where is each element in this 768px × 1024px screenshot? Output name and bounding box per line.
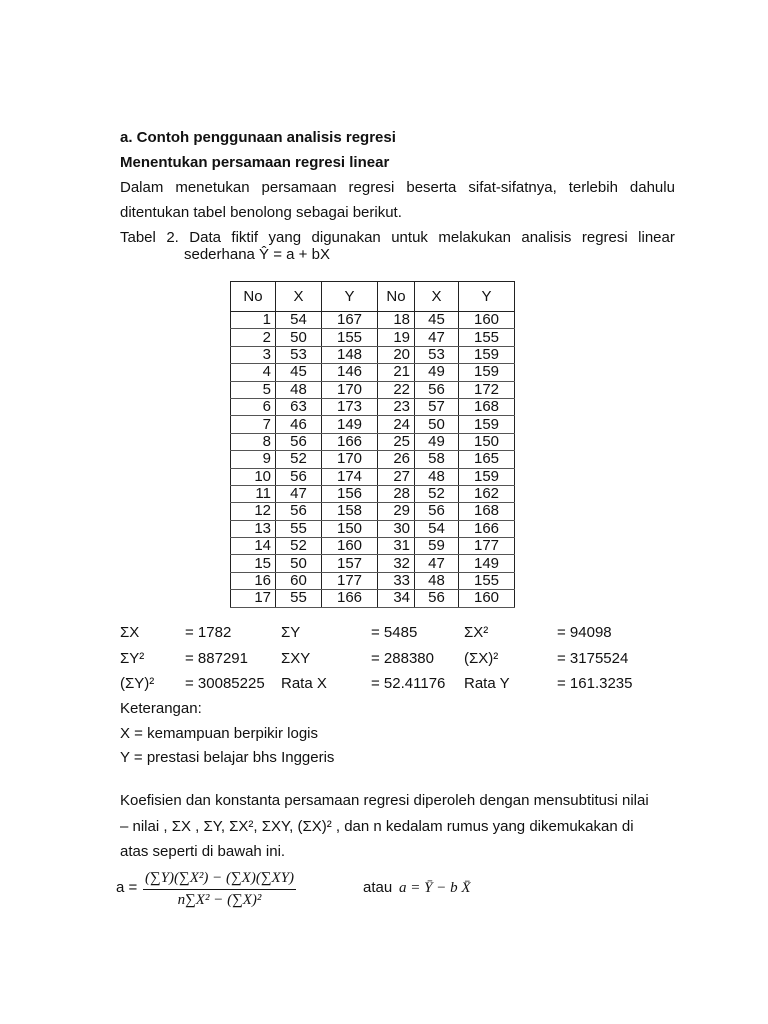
cell-value: 50 xyxy=(276,555,322,572)
word: digunakan xyxy=(311,229,381,246)
table-row xyxy=(231,433,515,450)
formula-numerator: (∑Y)(∑X²) − (∑X)(∑XY) xyxy=(143,870,296,890)
cell-value: 170 xyxy=(322,381,378,398)
column-header: X xyxy=(415,282,459,312)
cell-value: 160 xyxy=(322,538,378,555)
table-row xyxy=(231,364,515,381)
cell-value: 150 xyxy=(322,520,378,537)
stat-value: = 94098 xyxy=(557,624,612,641)
formula-fraction xyxy=(143,870,296,909)
table-row xyxy=(231,468,515,485)
row-number: 27 xyxy=(378,468,415,485)
row-number: 20 xyxy=(378,346,415,363)
stat-label: ΣY² xyxy=(120,650,145,667)
cell-value: 53 xyxy=(415,346,459,363)
cell-value: 55 xyxy=(276,520,322,537)
row-number: 10 xyxy=(231,468,276,485)
cell-value: 47 xyxy=(276,485,322,502)
cell-value: 156 xyxy=(322,485,378,502)
row-number: 17 xyxy=(231,590,276,607)
row-number: 34 xyxy=(378,590,415,607)
formula-denominator: n∑X² − (∑X)² xyxy=(177,892,262,908)
keterangan-label: Keterangan: xyxy=(120,700,202,717)
table-row xyxy=(231,312,515,329)
cell-value: 47 xyxy=(415,555,459,572)
cell-value: 166 xyxy=(459,520,515,537)
cell-value: 159 xyxy=(459,416,515,433)
stat-value: = 30085225 xyxy=(185,675,265,692)
cell-value: 158 xyxy=(322,503,378,520)
cell-value: 160 xyxy=(459,590,515,607)
cell-value: 56 xyxy=(276,503,322,520)
row-number: 1 xyxy=(231,312,276,329)
word: regresi xyxy=(581,229,628,246)
row-number: 31 xyxy=(378,538,415,555)
stat-label: Rata X xyxy=(281,675,327,692)
data-table xyxy=(230,281,515,608)
cell-value: 60 xyxy=(276,572,322,589)
table-row xyxy=(231,572,515,589)
row-number: 3 xyxy=(231,346,276,363)
stat-value: = 887291 xyxy=(185,650,248,667)
stat-label: (ΣY)² xyxy=(120,675,155,692)
row-number: 13 xyxy=(231,520,276,537)
cell-value: 46 xyxy=(276,416,322,433)
cell-value: 159 xyxy=(459,468,515,485)
paragraph-1-line-1 xyxy=(120,179,675,197)
word: untuk xyxy=(391,229,428,246)
row-number: 4 xyxy=(231,364,276,381)
cell-value: 160 xyxy=(459,312,515,329)
word: yang xyxy=(268,229,302,246)
table-row xyxy=(231,381,515,398)
row-number: 16 xyxy=(231,572,276,589)
cell-value: 52 xyxy=(415,485,459,502)
cell-value: 48 xyxy=(415,468,459,485)
cell-value: 52 xyxy=(276,538,322,555)
row-number: 22 xyxy=(378,381,415,398)
row-number: 15 xyxy=(231,555,276,572)
column-header: Y xyxy=(322,282,378,312)
cell-value: 170 xyxy=(322,451,378,468)
word: Tabel xyxy=(120,229,156,246)
keterangan-x: X = kemampuan berpikir logis xyxy=(120,725,319,742)
word: Dalam xyxy=(120,179,164,196)
cell-value: 159 xyxy=(459,364,515,381)
row-number: 6 xyxy=(231,398,276,415)
paragraph-2-line-1: Koefisien dan konstanta persamaan regresi diperoleh dengan mensubtitusi nilai xyxy=(120,792,649,809)
column-header: No xyxy=(231,282,276,312)
cell-value: 177 xyxy=(459,538,515,555)
stat-value: = 161.3235 xyxy=(557,675,633,692)
word: analisis xyxy=(521,229,572,246)
column-header: Y xyxy=(459,282,515,312)
row-number: 21 xyxy=(378,364,415,381)
stat-value: = 1782 xyxy=(185,624,232,641)
cell-value: 56 xyxy=(276,433,322,450)
cell-value: 159 xyxy=(459,346,515,363)
cell-value: 54 xyxy=(415,520,459,537)
row-number: 26 xyxy=(378,451,415,468)
row-number: 33 xyxy=(378,572,415,589)
subheading: Menentukan persamaan regresi linear xyxy=(120,154,390,171)
stat-label: ΣY xyxy=(281,624,301,641)
cell-value: 155 xyxy=(459,572,515,589)
stat-label: (ΣX)² xyxy=(464,650,499,667)
row-number: 12 xyxy=(231,503,276,520)
cell-value: 148 xyxy=(322,346,378,363)
word: Data xyxy=(189,229,221,246)
cell-value: 50 xyxy=(276,329,322,346)
word: persamaan xyxy=(261,179,337,196)
cell-value: 50 xyxy=(415,416,459,433)
table-row xyxy=(231,503,515,520)
table-row xyxy=(231,520,515,537)
paragraph-1-line-2: ditentukan tabel benolong sebagai berikut. xyxy=(120,204,402,221)
row-number: 8 xyxy=(231,433,276,450)
cell-value: 56 xyxy=(415,503,459,520)
cell-value: 56 xyxy=(415,590,459,607)
cell-value: 177 xyxy=(322,572,378,589)
cell-value: 155 xyxy=(459,329,515,346)
table-caption-line-1 xyxy=(120,229,675,247)
paragraph-2-line-2: – nilai , ΣX , ΣY, ΣX², ΣXY, (ΣX)² , dan n kedalam rumus yang dikemukakan di xyxy=(120,818,634,835)
table-row xyxy=(231,538,515,555)
cell-value: 150 xyxy=(459,433,515,450)
row-number: 18 xyxy=(378,312,415,329)
stat-label: Rata Y xyxy=(464,675,510,692)
cell-value: 48 xyxy=(415,572,459,589)
cell-value: 165 xyxy=(459,451,515,468)
cell-value: 155 xyxy=(322,329,378,346)
formula-lhs: a = xyxy=(116,879,138,896)
stat-value: = 3175524 xyxy=(557,650,629,667)
word: 2. xyxy=(166,229,179,246)
column-header: X xyxy=(276,282,322,312)
row-number: 23 xyxy=(378,398,415,415)
cell-value: 48 xyxy=(276,381,322,398)
table-row xyxy=(231,555,515,572)
cell-value: 59 xyxy=(415,538,459,555)
cell-value: 45 xyxy=(276,364,322,381)
word: linear xyxy=(638,229,675,246)
cell-value: 56 xyxy=(415,381,459,398)
cell-value: 149 xyxy=(459,555,515,572)
row-number: 24 xyxy=(378,416,415,433)
formula-alt-label: atau xyxy=(363,879,393,896)
cell-value: 53 xyxy=(276,346,322,363)
word: dahulu xyxy=(629,179,675,196)
row-number: 32 xyxy=(378,555,415,572)
formula-alt: a = Ȳ − b X̄ xyxy=(399,880,471,896)
table-row xyxy=(231,485,515,502)
stat-label: ΣX² xyxy=(464,624,489,641)
cell-value: 172 xyxy=(459,381,515,398)
word: sifat-sifatnya, xyxy=(468,179,557,196)
table-row xyxy=(231,329,515,346)
row-number: 5 xyxy=(231,381,276,398)
table-row xyxy=(231,590,515,607)
cell-value: 54 xyxy=(276,312,322,329)
cell-value: 49 xyxy=(415,433,459,450)
word: menetukan xyxy=(175,179,250,196)
cell-value: 166 xyxy=(322,433,378,450)
cell-value: 52 xyxy=(276,451,322,468)
table-caption-line-2: sederhana Ŷ = a + bX xyxy=(184,246,330,263)
cell-value: 173 xyxy=(322,398,378,415)
row-number: 11 xyxy=(231,485,276,502)
cell-value: 162 xyxy=(459,485,515,502)
row-number: 14 xyxy=(231,538,276,555)
cell-value: 63 xyxy=(276,398,322,415)
table-row xyxy=(231,398,515,415)
row-number: 30 xyxy=(378,520,415,537)
cell-value: 146 xyxy=(322,364,378,381)
table-header-row xyxy=(231,282,515,312)
row-number: 19 xyxy=(378,329,415,346)
stat-label: ΣX xyxy=(120,624,140,641)
stat-value: = 288380 xyxy=(371,650,434,667)
cell-value: 168 xyxy=(459,503,515,520)
word: beserta xyxy=(406,179,457,196)
section-heading: a. Contoh penggunaan analisis regresi xyxy=(120,129,396,146)
row-number: 9 xyxy=(231,451,276,468)
cell-value: 55 xyxy=(276,590,322,607)
table-row xyxy=(231,451,515,468)
cell-value: 49 xyxy=(415,364,459,381)
row-number: 7 xyxy=(231,416,276,433)
cell-value: 174 xyxy=(322,468,378,485)
paragraph-2-line-3: atas seperti di bawah ini. xyxy=(120,843,286,860)
cell-value: 149 xyxy=(322,416,378,433)
cell-value: 157 xyxy=(322,555,378,572)
column-header: No xyxy=(378,282,415,312)
row-number: 25 xyxy=(378,433,415,450)
cell-value: 166 xyxy=(322,590,378,607)
table-row xyxy=(231,346,515,363)
word: fiktif xyxy=(231,229,259,246)
cell-value: 167 xyxy=(322,312,378,329)
row-number: 28 xyxy=(378,485,415,502)
cell-value: 45 xyxy=(415,312,459,329)
word: melakukan xyxy=(438,229,511,246)
stat-label: ΣXY xyxy=(281,650,311,667)
cell-value: 57 xyxy=(415,398,459,415)
stat-value: = 5485 xyxy=(371,624,418,641)
keterangan-y: Y = prestasi belajar bhs Inggeris xyxy=(120,749,335,766)
stat-value: = 52.41176 xyxy=(371,675,446,692)
word: terlebih xyxy=(568,179,618,196)
cell-value: 168 xyxy=(459,398,515,415)
cell-value: 58 xyxy=(415,451,459,468)
row-number: 29 xyxy=(378,503,415,520)
cell-value: 56 xyxy=(276,468,322,485)
cell-value: 47 xyxy=(415,329,459,346)
row-number: 2 xyxy=(231,329,276,346)
table-row xyxy=(231,416,515,433)
word: regresi xyxy=(348,179,395,196)
